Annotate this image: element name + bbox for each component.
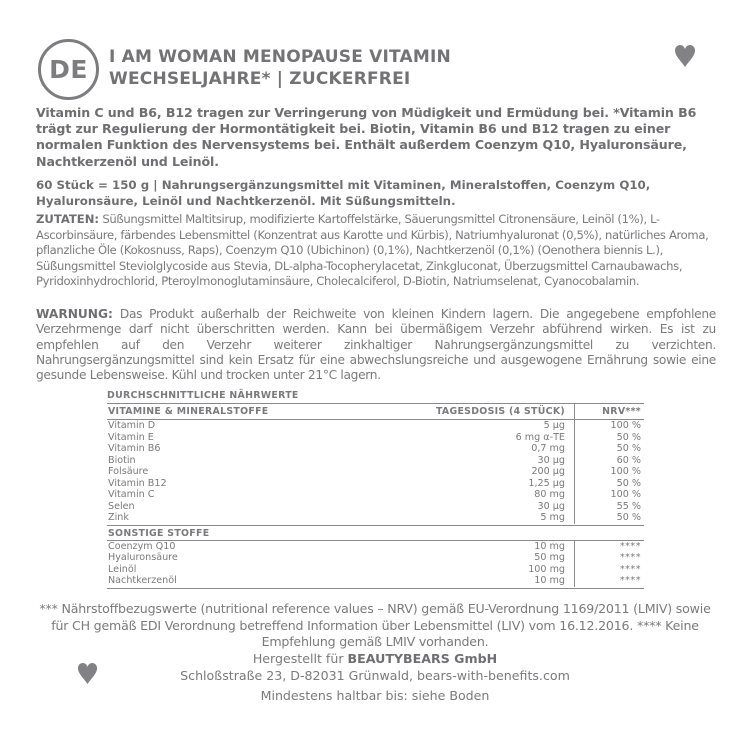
- other-substances-title: SONSTIGE STOFFE: [107, 526, 644, 541]
- table-row: [107, 443, 644, 455]
- title-line-2: WECHSELJAHRE* | ZUCKERFREI: [109, 69, 411, 89]
- table-row: [107, 432, 644, 444]
- table-row: [107, 564, 644, 576]
- nutrient-name: Folsäure: [108, 466, 149, 477]
- nrv-value: 50 %: [616, 477, 641, 489]
- nutrient-name: Nachtkerzenöl: [108, 575, 177, 586]
- nrv-value: 60 %: [616, 454, 641, 466]
- table-row: [107, 501, 644, 513]
- nrv-value: 50 %: [616, 443, 641, 454]
- manufacturer-address: Schloßstraße 23, D-82031 Grünwald, bears-with-benefits.com: [180, 668, 570, 683]
- nrv-value: ****: [619, 563, 641, 575]
- nutrient-name: Vitamin D: [108, 420, 156, 431]
- nutrient-name: Coenzym Q10: [108, 540, 176, 552]
- language-badge: [38, 39, 99, 100]
- daily-dose: 6 mg α-TE: [417, 432, 575, 444]
- best-before: Mindestens haltbar bis: siehe Boden: [260, 688, 490, 703]
- header-daily-dose: TAGESDOSIS (4 STÜCK): [417, 404, 575, 419]
- daily-dose: 30 µg: [417, 455, 575, 467]
- nutrient-name: Vitamin B12: [108, 477, 167, 489]
- table-row: [107, 552, 644, 564]
- nrv-value: 100 %: [610, 466, 641, 477]
- table-row: [107, 489, 644, 501]
- nrv-value: 50 %: [616, 512, 641, 523]
- table-title: DURCHSCHNITTLICHE NÄHRWERTE: [107, 389, 644, 404]
- product-title: [109, 46, 451, 90]
- daily-dose: 30 µg: [417, 501, 575, 513]
- nrv-footnote: *** Nährstoffbezugswerte (nutritional reference values – NRV) gemäß EU-Verordnung 1169/2011 (LMIV) sowie für CH gemäß EDI Verordnung betreffend Information über Lebensmittel (LIV) vom 16.12.2016. **** Keine Empfehlung gemäß LMIV vorhanden.: [39, 601, 711, 649]
- nrv-value: ****: [619, 540, 641, 552]
- nrv-value: ****: [619, 552, 641, 563]
- header-nutrient: VITAMINE & MINERALSTOFFE: [108, 406, 269, 417]
- nrv-value: 100 %: [610, 420, 641, 431]
- header-nrv: NRV***: [602, 406, 641, 417]
- daily-dose: 200 µg: [417, 466, 575, 478]
- table-row: [107, 541, 644, 553]
- warning: [36, 307, 716, 383]
- daily-dose: 100 mg: [417, 564, 575, 576]
- nrv-value: 50 %: [616, 431, 641, 443]
- warning-label: WARNUNG:: [36, 307, 113, 321]
- daily-dose: 0,7 mg: [417, 443, 575, 455]
- daily-dose: 80 mg: [417, 489, 575, 501]
- nrv-value: ****: [619, 575, 641, 586]
- ingredients-label: ZUTATEN:: [36, 212, 100, 226]
- table-row: [107, 575, 644, 587]
- nutrient-name: Vitamin C: [108, 489, 155, 500]
- table-row: [107, 420, 644, 432]
- language-code: DE: [49, 55, 88, 84]
- package-info: 60 Stück = 150 g | Nahrungsergänzungsmittel mit Vitaminen, Mineralstoffen, Coenzym Q10, Hyaluronsäure, Leinöl und Nachtkerzenöl. Mit Süßungsmitteln.: [36, 178, 651, 208]
- nutrition-table: [107, 389, 644, 589]
- ingredients: [36, 212, 716, 290]
- title-line-1: I AM WOMAN MENOPAUSE VITAMIN: [109, 47, 451, 67]
- other-rows: [107, 541, 644, 589]
- nutrient-name: Vitamin B6: [108, 443, 161, 454]
- nutrient-name: Hyaluronsäure: [108, 552, 178, 563]
- daily-dose: 5 mg: [417, 512, 575, 524]
- table-row: [107, 455, 644, 467]
- vitamin-rows: [107, 420, 644, 524]
- table-row: [107, 512, 644, 524]
- other-substances-section: [107, 525, 644, 589]
- nrv-value: 55 %: [616, 500, 641, 512]
- daily-dose: 10 mg: [417, 541, 575, 553]
- nutrient-name: Selen: [108, 500, 135, 512]
- nrv-value: 100 %: [610, 489, 641, 500]
- nutrient-name: Vitamin E: [108, 431, 154, 443]
- table-row: [107, 478, 644, 490]
- table-header: [107, 404, 644, 420]
- warning-text: Das Produkt außerhalb der Reichweite von kleinen Kindern lagern. Die angegebene empfohlene Verzehrmenge darf nicht überschritten werden. Kann bei übermäßigem Verzehr abführend wirken. Es ist zu empfehlen auf den Verzehr weiterer zinkhaltiger Nahrungsergänzungsmittel zu verzichten. Nahrungsergänzungsmittel sind kein Ersatz für eine abwechslungsreiche und ausgewogene Ernährung sowie eine gesunde Lebensweise. Kühl und trocken unter 21°C lagern.: [36, 307, 716, 383]
- daily-dose: 50 mg: [417, 552, 575, 564]
- manufacturer-company: BEAUTYBEARS GmbH: [347, 651, 498, 666]
- nutrient-name: Biotin: [108, 454, 136, 466]
- daily-dose: 10 mg: [417, 575, 575, 587]
- daily-dose: 1,25 µg: [417, 478, 575, 490]
- nutrient-name: Leinöl: [108, 563, 137, 575]
- table-row: [107, 466, 644, 478]
- manufacturer-prefix: Hergestellt für: [252, 651, 344, 666]
- daily-dose: 5 µg: [417, 420, 575, 432]
- heart-icon: [674, 44, 696, 68]
- manufacturer: [30, 650, 720, 684]
- nutrient-name: Zink: [108, 512, 129, 523]
- health-claims: Vitamin C und B6, B12 tragen zur Verringerung von Müdigkeit und Ermüdung bei. *Vitamin B6 trägt zur Regulierung der Hormontätigkeit bei. Biotin, Vitamin B6 und B12 tragen zu einer normalen Funktion des Nervensystems bei. Enthält außerdem Coenzym Q10, Hyaluronsäure, Nachtkerzenöl und Leinöl.: [36, 105, 697, 169]
- ingredients-text: Süßungsmittel Maltitsirup, modifizierte Kartoffelstärke, Säuerungsmittel Citronensäure, Leinöl (1%), L-Ascorbinsäure, färbendes Lebensmittel (Konzentrat aus Karotte und Kürbis), Natriumhyaluronat (0,5%), natürliches Aroma, pflanzliche Öle (Kokosnuss, Raps), Coenzym Q10 (Ubichinon) (0,1%), Nachtkerzenöl (0,1%) (Oenothera biennis L.), Süßungsmittel Steviolglycoside aus Stevia, DL-alpha-Tocopherylacetat, Zinkgluconat, Überzugsmittel Carnaubawachs, Pyridoxinhydrochlorid, Pteroylmonoglutaminsäure, Cholecalciferol, D-Biotin, Natriumselenat, Cyanocobalamin.: [36, 212, 709, 289]
